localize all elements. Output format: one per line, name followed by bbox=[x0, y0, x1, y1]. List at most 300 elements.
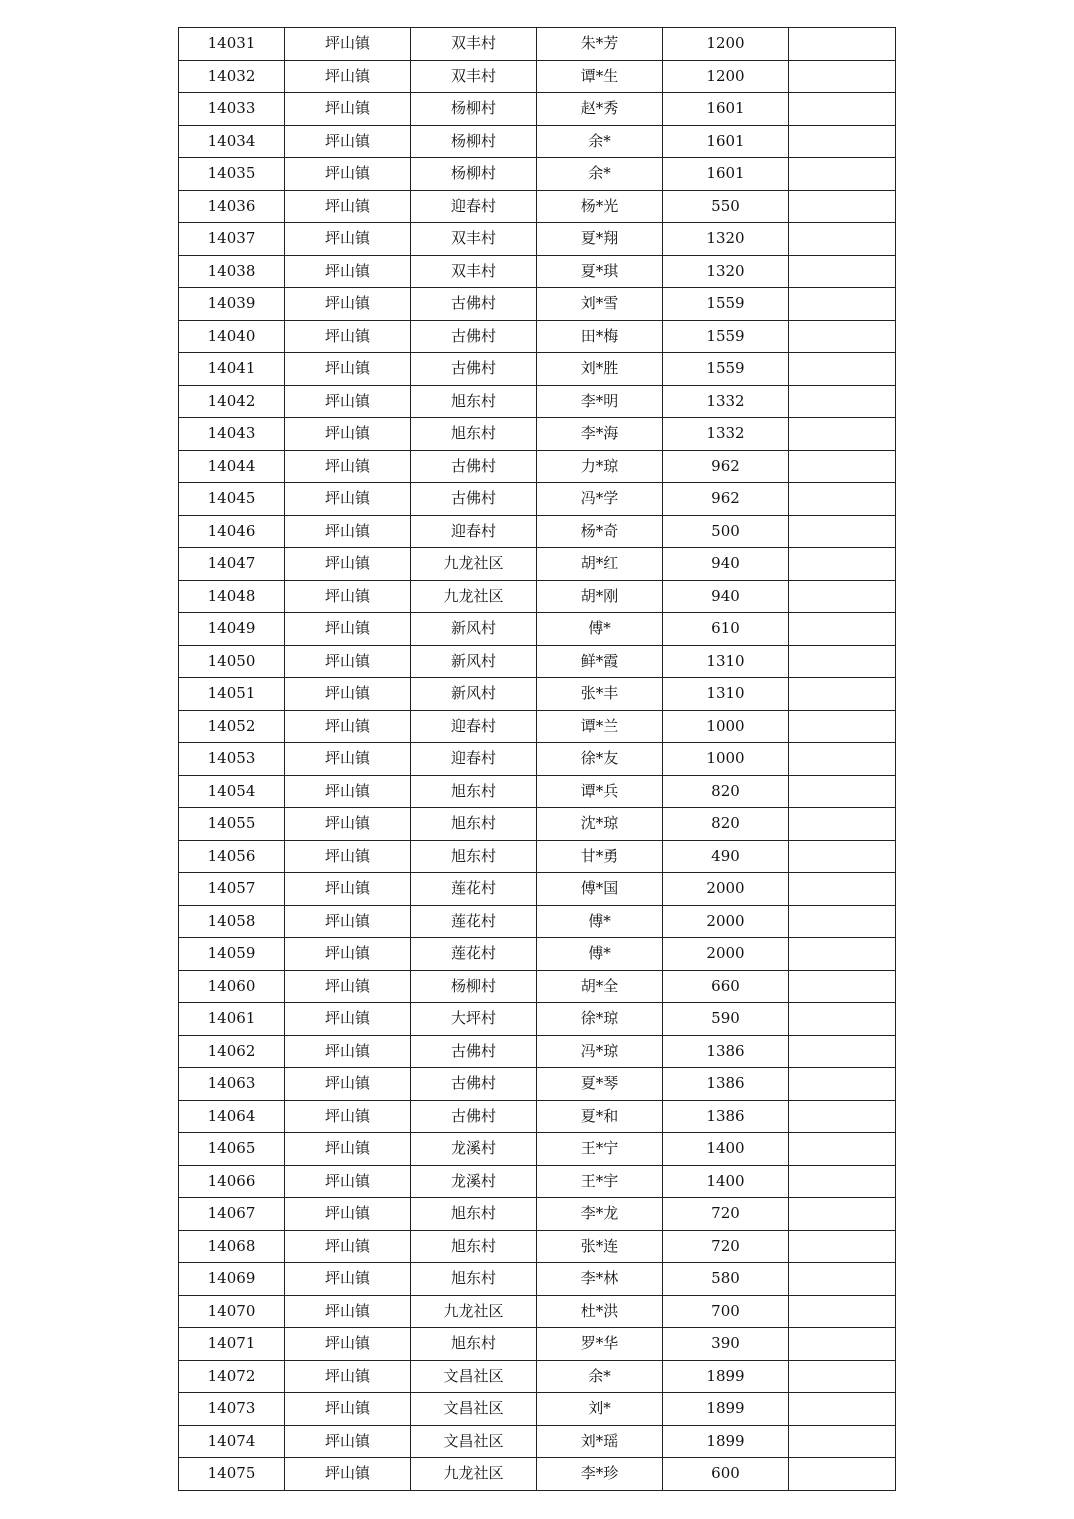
cell-id: 14068 bbox=[179, 1230, 285, 1263]
table-row bbox=[179, 515, 896, 548]
cell-id: 14058 bbox=[179, 905, 285, 938]
cell-note bbox=[789, 710, 896, 743]
cell-note bbox=[789, 1068, 896, 1101]
cell-id: 14044 bbox=[179, 450, 285, 483]
cell-village: 迎春村 bbox=[411, 743, 537, 776]
cell-name: 田*梅 bbox=[537, 320, 663, 353]
cell-name: 王*宇 bbox=[537, 1165, 663, 1198]
cell-village: 龙溪村 bbox=[411, 1165, 537, 1198]
table-row bbox=[179, 840, 896, 873]
cell-amount: 1332 bbox=[663, 418, 789, 451]
cell-town: 坪山镇 bbox=[285, 418, 411, 451]
cell-id: 14052 bbox=[179, 710, 285, 743]
cell-note bbox=[789, 1035, 896, 1068]
table-row bbox=[179, 1003, 896, 1036]
cell-town: 坪山镇 bbox=[285, 1263, 411, 1296]
cell-note bbox=[789, 60, 896, 93]
cell-town: 坪山镇 bbox=[285, 743, 411, 776]
cell-village: 旭东村 bbox=[411, 418, 537, 451]
cell-name: 鲜*霞 bbox=[537, 645, 663, 678]
cell-town: 坪山镇 bbox=[285, 1035, 411, 1068]
cell-note bbox=[789, 320, 896, 353]
cell-note bbox=[789, 1295, 896, 1328]
table-row bbox=[179, 645, 896, 678]
cell-name: 朱*芳 bbox=[537, 28, 663, 61]
cell-village: 古佛村 bbox=[411, 288, 537, 321]
cell-note bbox=[789, 645, 896, 678]
cell-village: 旭东村 bbox=[411, 1198, 537, 1231]
cell-name: 张*连 bbox=[537, 1230, 663, 1263]
cell-id: 14069 bbox=[179, 1263, 285, 1296]
cell-name: 胡*红 bbox=[537, 548, 663, 581]
cell-id: 14045 bbox=[179, 483, 285, 516]
cell-amount: 1899 bbox=[663, 1393, 789, 1426]
cell-village: 文昌社区 bbox=[411, 1393, 537, 1426]
cell-amount: 2000 bbox=[663, 873, 789, 906]
cell-id: 14054 bbox=[179, 775, 285, 808]
cell-town: 坪山镇 bbox=[285, 125, 411, 158]
cell-note bbox=[789, 385, 896, 418]
table-row bbox=[179, 28, 896, 61]
table-row bbox=[179, 1360, 896, 1393]
cell-note bbox=[789, 515, 896, 548]
cell-note bbox=[789, 775, 896, 808]
cell-id: 14031 bbox=[179, 28, 285, 61]
cell-note bbox=[789, 1133, 896, 1166]
cell-village: 九龙社区 bbox=[411, 1295, 537, 1328]
cell-name: 胡*全 bbox=[537, 970, 663, 1003]
cell-note bbox=[789, 1328, 896, 1361]
cell-town: 坪山镇 bbox=[285, 385, 411, 418]
cell-id: 14032 bbox=[179, 60, 285, 93]
cell-amount: 550 bbox=[663, 190, 789, 223]
cell-town: 坪山镇 bbox=[285, 190, 411, 223]
cell-village: 迎春村 bbox=[411, 710, 537, 743]
cell-village: 杨柳村 bbox=[411, 970, 537, 1003]
cell-note bbox=[789, 1198, 896, 1231]
cell-note bbox=[789, 190, 896, 223]
cell-note bbox=[789, 613, 896, 646]
cell-note bbox=[789, 905, 896, 938]
cell-id: 14036 bbox=[179, 190, 285, 223]
cell-town: 坪山镇 bbox=[285, 645, 411, 678]
table-row bbox=[179, 580, 896, 613]
cell-village: 杨柳村 bbox=[411, 125, 537, 158]
cell-town: 坪山镇 bbox=[285, 1458, 411, 1491]
cell-name: 杨*光 bbox=[537, 190, 663, 223]
cell-town: 坪山镇 bbox=[285, 1198, 411, 1231]
cell-name: 徐*友 bbox=[537, 743, 663, 776]
cell-village: 新风村 bbox=[411, 613, 537, 646]
cell-village: 迎春村 bbox=[411, 190, 537, 223]
cell-name: 余* bbox=[537, 1360, 663, 1393]
cell-note bbox=[789, 580, 896, 613]
cell-id: 14051 bbox=[179, 678, 285, 711]
cell-id: 14061 bbox=[179, 1003, 285, 1036]
table-row bbox=[179, 905, 896, 938]
cell-note bbox=[789, 1360, 896, 1393]
cell-town: 坪山镇 bbox=[285, 1133, 411, 1166]
cell-name: 杨*奇 bbox=[537, 515, 663, 548]
table-row bbox=[179, 1328, 896, 1361]
cell-town: 坪山镇 bbox=[285, 1100, 411, 1133]
cell-village: 古佛村 bbox=[411, 353, 537, 386]
cell-village: 莲花村 bbox=[411, 873, 537, 906]
cell-note bbox=[789, 93, 896, 126]
cell-note bbox=[789, 1458, 896, 1491]
cell-name: 胡*刚 bbox=[537, 580, 663, 613]
cell-amount: 1386 bbox=[663, 1068, 789, 1101]
table-row bbox=[179, 483, 896, 516]
cell-name: 刘* bbox=[537, 1393, 663, 1426]
cell-name: 李*林 bbox=[537, 1263, 663, 1296]
cell-village: 杨柳村 bbox=[411, 93, 537, 126]
cell-town: 坪山镇 bbox=[285, 1295, 411, 1328]
cell-name: 傅* bbox=[537, 905, 663, 938]
table-row bbox=[179, 970, 896, 1003]
cell-name: 夏*琴 bbox=[537, 1068, 663, 1101]
table-row bbox=[179, 548, 896, 581]
cell-village: 古佛村 bbox=[411, 1068, 537, 1101]
cell-amount: 610 bbox=[663, 613, 789, 646]
cell-name: 冯*琼 bbox=[537, 1035, 663, 1068]
cell-id: 14048 bbox=[179, 580, 285, 613]
cell-name: 罗*华 bbox=[537, 1328, 663, 1361]
cell-id: 14039 bbox=[179, 288, 285, 321]
cell-note bbox=[789, 353, 896, 386]
cell-amount: 390 bbox=[663, 1328, 789, 1361]
cell-village: 双丰村 bbox=[411, 223, 537, 256]
cell-town: 坪山镇 bbox=[285, 938, 411, 971]
cell-town: 坪山镇 bbox=[285, 970, 411, 1003]
cell-village: 旭东村 bbox=[411, 385, 537, 418]
table-row bbox=[179, 1035, 896, 1068]
cell-name: 张*丰 bbox=[537, 678, 663, 711]
cell-amount: 1000 bbox=[663, 743, 789, 776]
cell-village: 古佛村 bbox=[411, 1035, 537, 1068]
cell-amount: 590 bbox=[663, 1003, 789, 1036]
cell-town: 坪山镇 bbox=[285, 1165, 411, 1198]
cell-town: 坪山镇 bbox=[285, 223, 411, 256]
cell-town: 坪山镇 bbox=[285, 1393, 411, 1426]
cell-note bbox=[789, 1003, 896, 1036]
cell-id: 14065 bbox=[179, 1133, 285, 1166]
cell-name: 傅*国 bbox=[537, 873, 663, 906]
cell-id: 14035 bbox=[179, 158, 285, 191]
cell-note bbox=[789, 743, 896, 776]
table-row bbox=[179, 1393, 896, 1426]
cell-note bbox=[789, 840, 896, 873]
table-row bbox=[179, 255, 896, 288]
cell-name: 傅* bbox=[537, 613, 663, 646]
cell-amount: 940 bbox=[663, 580, 789, 613]
table-row bbox=[179, 93, 896, 126]
cell-name: 李*明 bbox=[537, 385, 663, 418]
table-row bbox=[179, 710, 896, 743]
cell-name: 李*珍 bbox=[537, 1458, 663, 1491]
cell-note bbox=[789, 938, 896, 971]
cell-id: 14073 bbox=[179, 1393, 285, 1426]
cell-amount: 1000 bbox=[663, 710, 789, 743]
cell-note bbox=[789, 158, 896, 191]
cell-town: 坪山镇 bbox=[285, 1360, 411, 1393]
cell-name: 傅* bbox=[537, 938, 663, 971]
cell-amount: 962 bbox=[663, 450, 789, 483]
cell-id: 14064 bbox=[179, 1100, 285, 1133]
cell-name: 赵*秀 bbox=[537, 93, 663, 126]
table-row bbox=[179, 1100, 896, 1133]
cell-town: 坪山镇 bbox=[285, 1425, 411, 1458]
cell-town: 坪山镇 bbox=[285, 158, 411, 191]
cell-town: 坪山镇 bbox=[285, 840, 411, 873]
cell-note bbox=[789, 1100, 896, 1133]
cell-village: 双丰村 bbox=[411, 28, 537, 61]
cell-note bbox=[789, 808, 896, 841]
cell-name: 余* bbox=[537, 158, 663, 191]
cell-village: 新风村 bbox=[411, 678, 537, 711]
cell-amount: 490 bbox=[663, 840, 789, 873]
table-row bbox=[179, 158, 896, 191]
cell-amount: 1601 bbox=[663, 125, 789, 158]
cell-town: 坪山镇 bbox=[285, 1003, 411, 1036]
cell-village: 旭东村 bbox=[411, 775, 537, 808]
cell-village: 杨柳村 bbox=[411, 158, 537, 191]
cell-town: 坪山镇 bbox=[285, 548, 411, 581]
cell-note bbox=[789, 1393, 896, 1426]
cell-note bbox=[789, 1425, 896, 1458]
cell-note bbox=[789, 1263, 896, 1296]
cell-id: 14037 bbox=[179, 223, 285, 256]
table-row bbox=[179, 418, 896, 451]
table-body bbox=[179, 28, 896, 1491]
cell-amount: 1899 bbox=[663, 1360, 789, 1393]
cell-id: 14034 bbox=[179, 125, 285, 158]
cell-town: 坪山镇 bbox=[285, 873, 411, 906]
cell-id: 14066 bbox=[179, 1165, 285, 1198]
cell-note bbox=[789, 125, 896, 158]
cell-name: 王*宁 bbox=[537, 1133, 663, 1166]
table-row bbox=[179, 1425, 896, 1458]
cell-amount: 580 bbox=[663, 1263, 789, 1296]
cell-town: 坪山镇 bbox=[285, 775, 411, 808]
cell-id: 14072 bbox=[179, 1360, 285, 1393]
cell-village: 双丰村 bbox=[411, 255, 537, 288]
cell-amount: 2000 bbox=[663, 905, 789, 938]
cell-amount: 1601 bbox=[663, 93, 789, 126]
cell-amount: 1559 bbox=[663, 320, 789, 353]
table-row bbox=[179, 190, 896, 223]
cell-village: 旭东村 bbox=[411, 808, 537, 841]
cell-town: 坪山镇 bbox=[285, 1230, 411, 1263]
cell-amount: 1310 bbox=[663, 678, 789, 711]
cell-village: 九龙社区 bbox=[411, 1458, 537, 1491]
cell-name: 谭*生 bbox=[537, 60, 663, 93]
cell-id: 14046 bbox=[179, 515, 285, 548]
cell-amount: 1400 bbox=[663, 1165, 789, 1198]
table-row bbox=[179, 320, 896, 353]
cell-town: 坪山镇 bbox=[285, 613, 411, 646]
cell-village: 龙溪村 bbox=[411, 1133, 537, 1166]
cell-amount: 720 bbox=[663, 1230, 789, 1263]
cell-amount: 1310 bbox=[663, 645, 789, 678]
cell-town: 坪山镇 bbox=[285, 483, 411, 516]
table-row bbox=[179, 1165, 896, 1198]
cell-id: 14055 bbox=[179, 808, 285, 841]
cell-village: 九龙社区 bbox=[411, 548, 537, 581]
table-row bbox=[179, 1295, 896, 1328]
cell-amount: 700 bbox=[663, 1295, 789, 1328]
cell-name: 力*琼 bbox=[537, 450, 663, 483]
cell-town: 坪山镇 bbox=[285, 320, 411, 353]
cell-note bbox=[789, 28, 896, 61]
cell-id: 14041 bbox=[179, 353, 285, 386]
cell-note bbox=[789, 678, 896, 711]
cell-name: 谭*兰 bbox=[537, 710, 663, 743]
cell-amount: 962 bbox=[663, 483, 789, 516]
cell-name: 刘*瑶 bbox=[537, 1425, 663, 1458]
cell-note bbox=[789, 450, 896, 483]
cell-town: 坪山镇 bbox=[285, 580, 411, 613]
cell-village: 古佛村 bbox=[411, 320, 537, 353]
cell-name: 刘*胜 bbox=[537, 353, 663, 386]
cell-amount: 1386 bbox=[663, 1100, 789, 1133]
cell-amount: 1320 bbox=[663, 223, 789, 256]
cell-id: 14059 bbox=[179, 938, 285, 971]
cell-id: 14071 bbox=[179, 1328, 285, 1361]
cell-amount: 1200 bbox=[663, 28, 789, 61]
cell-note bbox=[789, 873, 896, 906]
cell-village: 莲花村 bbox=[411, 905, 537, 938]
cell-name: 沈*琼 bbox=[537, 808, 663, 841]
cell-name: 夏*翔 bbox=[537, 223, 663, 256]
table-row bbox=[179, 288, 896, 321]
cell-amount: 1559 bbox=[663, 353, 789, 386]
cell-id: 14033 bbox=[179, 93, 285, 126]
cell-town: 坪山镇 bbox=[285, 255, 411, 288]
table-row bbox=[179, 353, 896, 386]
cell-town: 坪山镇 bbox=[285, 905, 411, 938]
cell-amount: 1386 bbox=[663, 1035, 789, 1068]
cell-note bbox=[789, 548, 896, 581]
cell-name: 徐*琼 bbox=[537, 1003, 663, 1036]
cell-amount: 2000 bbox=[663, 938, 789, 971]
cell-town: 坪山镇 bbox=[285, 678, 411, 711]
cell-amount: 720 bbox=[663, 1198, 789, 1231]
cell-name: 谭*兵 bbox=[537, 775, 663, 808]
cell-amount: 1400 bbox=[663, 1133, 789, 1166]
cell-amount: 660 bbox=[663, 970, 789, 1003]
cell-village: 大坪村 bbox=[411, 1003, 537, 1036]
table-row bbox=[179, 60, 896, 93]
cell-amount: 500 bbox=[663, 515, 789, 548]
cell-town: 坪山镇 bbox=[285, 288, 411, 321]
cell-name: 李*海 bbox=[537, 418, 663, 451]
cell-id: 14053 bbox=[179, 743, 285, 776]
table-row bbox=[179, 1133, 896, 1166]
cell-village: 文昌社区 bbox=[411, 1360, 537, 1393]
cell-note bbox=[789, 483, 896, 516]
table-row bbox=[179, 1230, 896, 1263]
cell-village: 文昌社区 bbox=[411, 1425, 537, 1458]
cell-id: 14057 bbox=[179, 873, 285, 906]
cell-id: 14070 bbox=[179, 1295, 285, 1328]
cell-town: 坪山镇 bbox=[285, 808, 411, 841]
table-row bbox=[179, 775, 896, 808]
cell-name: 李*龙 bbox=[537, 1198, 663, 1231]
cell-name: 甘*勇 bbox=[537, 840, 663, 873]
cell-village: 迎春村 bbox=[411, 515, 537, 548]
cell-amount: 1559 bbox=[663, 288, 789, 321]
table-row bbox=[179, 1198, 896, 1231]
cell-id: 14038 bbox=[179, 255, 285, 288]
cell-name: 夏*琪 bbox=[537, 255, 663, 288]
table-row bbox=[179, 125, 896, 158]
cell-village: 古佛村 bbox=[411, 483, 537, 516]
table-row bbox=[179, 1263, 896, 1296]
table-row bbox=[179, 1458, 896, 1491]
cell-amount: 600 bbox=[663, 1458, 789, 1491]
cell-amount: 820 bbox=[663, 808, 789, 841]
cell-note bbox=[789, 1165, 896, 1198]
cell-name: 冯*学 bbox=[537, 483, 663, 516]
cell-village: 旭东村 bbox=[411, 1230, 537, 1263]
cell-village: 旭东村 bbox=[411, 1328, 537, 1361]
cell-id: 14042 bbox=[179, 385, 285, 418]
cell-village: 古佛村 bbox=[411, 1100, 537, 1133]
cell-id: 14043 bbox=[179, 418, 285, 451]
cell-note bbox=[789, 970, 896, 1003]
cell-note bbox=[789, 288, 896, 321]
table-row bbox=[179, 938, 896, 971]
cell-id: 14040 bbox=[179, 320, 285, 353]
cell-village: 新风村 bbox=[411, 645, 537, 678]
cell-name: 夏*和 bbox=[537, 1100, 663, 1133]
cell-town: 坪山镇 bbox=[285, 515, 411, 548]
cell-village: 古佛村 bbox=[411, 450, 537, 483]
table-row bbox=[179, 223, 896, 256]
cell-amount: 1320 bbox=[663, 255, 789, 288]
cell-town: 坪山镇 bbox=[285, 60, 411, 93]
data-table bbox=[178, 27, 896, 1491]
cell-id: 14050 bbox=[179, 645, 285, 678]
cell-note bbox=[789, 223, 896, 256]
cell-town: 坪山镇 bbox=[285, 450, 411, 483]
table-row bbox=[179, 1068, 896, 1101]
cell-amount: 940 bbox=[663, 548, 789, 581]
table-row bbox=[179, 613, 896, 646]
table-row bbox=[179, 678, 896, 711]
cell-id: 14067 bbox=[179, 1198, 285, 1231]
table-row bbox=[179, 450, 896, 483]
cell-name: 刘*雪 bbox=[537, 288, 663, 321]
cell-town: 坪山镇 bbox=[285, 1328, 411, 1361]
cell-id: 14062 bbox=[179, 1035, 285, 1068]
cell-amount: 1601 bbox=[663, 158, 789, 191]
cell-town: 坪山镇 bbox=[285, 28, 411, 61]
cell-town: 坪山镇 bbox=[285, 93, 411, 126]
cell-village: 九龙社区 bbox=[411, 580, 537, 613]
table-row bbox=[179, 808, 896, 841]
cell-id: 14060 bbox=[179, 970, 285, 1003]
cell-name: 余* bbox=[537, 125, 663, 158]
cell-amount: 820 bbox=[663, 775, 789, 808]
cell-name: 杜*洪 bbox=[537, 1295, 663, 1328]
cell-amount: 1200 bbox=[663, 60, 789, 93]
cell-note bbox=[789, 255, 896, 288]
cell-amount: 1332 bbox=[663, 385, 789, 418]
cell-id: 14049 bbox=[179, 613, 285, 646]
cell-id: 14047 bbox=[179, 548, 285, 581]
